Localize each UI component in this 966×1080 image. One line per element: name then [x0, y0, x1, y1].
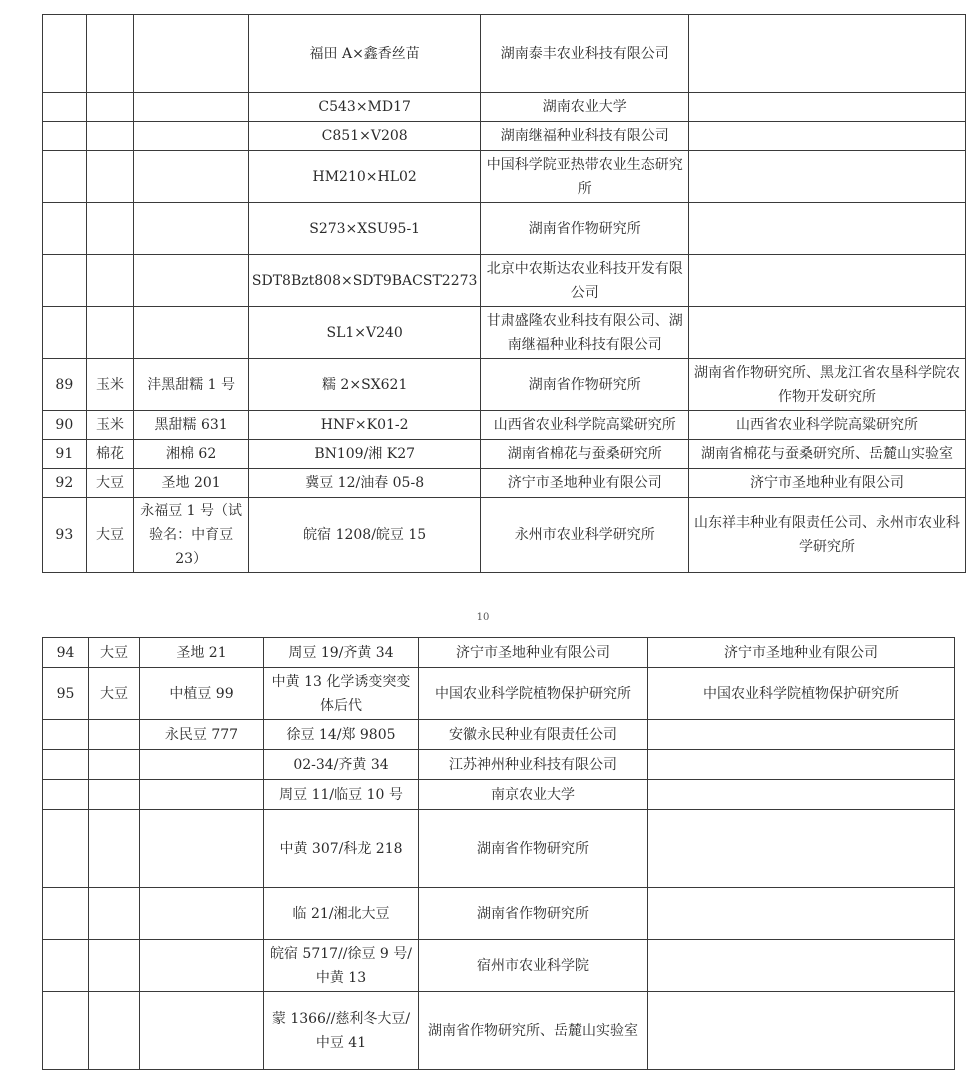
breeder-unit: 山东祥丰种业有限责任公司、永州市农业科学研究所: [689, 498, 966, 573]
applicant-unit: 永州市农业科学研究所: [481, 498, 689, 573]
table-row: [43, 359, 966, 411]
table-row: [43, 992, 955, 1070]
breeder-unit: [689, 203, 966, 255]
parent-combination: 蒙 1366//慈利冬大豆/中豆 41: [264, 992, 419, 1070]
variety-name: [134, 151, 249, 203]
breeder-unit: [648, 992, 955, 1070]
parent-combination: 临 21/湘北大豆: [264, 888, 419, 940]
variety-name: [140, 992, 264, 1070]
variety-name: [134, 122, 249, 151]
applicant-unit: 湖南农业大学: [481, 93, 689, 122]
parent-combination: HNF×K01-2: [248, 411, 481, 440]
variety-name: [134, 15, 249, 93]
variety-name: [140, 888, 264, 940]
applicant-unit: 济宁市圣地种业有限公司: [419, 638, 648, 668]
breeder-unit: [689, 15, 966, 93]
row-number: [43, 122, 87, 151]
variety-name: 圣地 21: [140, 638, 264, 668]
variety-name: 永福豆 1 号（试验名：中育豆 23）: [134, 498, 249, 573]
row-number: [43, 203, 87, 255]
row-number: 93: [43, 498, 87, 573]
row-number: [43, 151, 87, 203]
table-row: [43, 750, 955, 780]
row-number: 94: [43, 638, 89, 668]
row-number: 91: [43, 440, 87, 469]
crop-type: [89, 780, 140, 810]
parent-combination: HM210×HL02: [248, 151, 481, 203]
crop-type: [86, 15, 134, 93]
table-row: [43, 638, 955, 668]
variety-name: 中植豆 99: [140, 668, 264, 720]
parent-combination: 冀豆 12/油春 05-8: [248, 469, 481, 498]
applicant-unit: 湖南省棉花与蚕桑研究所: [481, 440, 689, 469]
row-number: [43, 15, 87, 93]
breeder-unit: 山西省农业科学院高粱研究所: [689, 411, 966, 440]
parent-combination: 皖宿 5717//徐豆 9 号/中黄 13: [264, 940, 419, 992]
table-row: [43, 780, 955, 810]
parent-combination: 周豆 11/临豆 10 号: [264, 780, 419, 810]
parent-combination: 福田 A×鑫香丝苗: [248, 15, 481, 93]
breeder-unit: [689, 151, 966, 203]
variety-name: [134, 307, 249, 359]
table-row: [43, 720, 955, 750]
table-row: [43, 255, 966, 307]
table-row: [43, 498, 966, 573]
variety-name: 沣黑甜糯 1 号: [134, 359, 249, 411]
table-row: [43, 122, 966, 151]
applicant-unit: 湖南省作物研究所: [481, 359, 689, 411]
parent-combination: 中黄 13 化学诱变突变体后代: [264, 668, 419, 720]
parent-combination: 徐豆 14/郑 9805: [264, 720, 419, 750]
breeder-unit: 济宁市圣地种业有限公司: [689, 469, 966, 498]
applicant-unit: 湖南省作物研究所: [481, 203, 689, 255]
variety-name: [134, 255, 249, 307]
parent-combination: S273×XSU95-1: [248, 203, 481, 255]
variety-name: [140, 940, 264, 992]
table-row: [43, 888, 955, 940]
row-number: [43, 992, 89, 1070]
breeder-unit: 中国农业科学院植物保护研究所: [648, 668, 955, 720]
variety-name: 黑甜糯 631: [134, 411, 249, 440]
parent-combination: C851×V208: [248, 122, 481, 151]
variety-name: [140, 810, 264, 888]
parent-combination: 中黄 307/科龙 218: [264, 810, 419, 888]
breeder-unit: [648, 780, 955, 810]
table-row: [43, 307, 966, 359]
crop-type: [86, 122, 134, 151]
variety-name: [134, 93, 249, 122]
applicant-unit: 甘肃盛隆农业科技有限公司、湖南继福种业科技有限公司: [481, 307, 689, 359]
crop-type: [89, 992, 140, 1070]
breeder-unit: [689, 255, 966, 307]
applicant-unit: 中国农业科学院植物保护研究所: [419, 668, 648, 720]
applicant-unit: 湖南泰丰农业科技有限公司: [481, 15, 689, 93]
crop-type: 玉米: [86, 359, 134, 411]
breeder-unit: [689, 122, 966, 151]
table-row: [43, 15, 966, 93]
variety-name: 圣地 201: [134, 469, 249, 498]
crop-type: 大豆: [86, 498, 134, 573]
parent-combination: BN109/湘 K27: [248, 440, 481, 469]
crop-type: 大豆: [89, 668, 140, 720]
breeder-unit: 济宁市圣地种业有限公司: [648, 638, 955, 668]
table-row: [43, 668, 955, 720]
row-number: [43, 255, 87, 307]
breeder-unit: 湖南省棉花与蚕桑研究所、岳麓山实验室: [689, 440, 966, 469]
table-row: [43, 810, 955, 888]
parent-combination: 02-34/齐黄 34: [264, 750, 419, 780]
row-number: [43, 888, 89, 940]
crop-type: [89, 720, 140, 750]
applicant-unit: 湖南省作物研究所: [419, 810, 648, 888]
parent-combination: SL1×V240: [248, 307, 481, 359]
applicant-unit: 山西省农业科学院高粱研究所: [481, 411, 689, 440]
crop-type: [86, 307, 134, 359]
variety-name: [140, 750, 264, 780]
crop-type: [86, 203, 134, 255]
crop-type: 大豆: [86, 469, 134, 498]
parent-combination: C543×MD17: [248, 93, 481, 122]
row-number: 89: [43, 359, 87, 411]
row-number: 92: [43, 469, 87, 498]
applicant-unit: 宿州市农业科学院: [419, 940, 648, 992]
applicant-unit: 安徽永民种业有限责任公司: [419, 720, 648, 750]
page-number: 10: [476, 612, 490, 623]
variety-name: 湘棉 62: [134, 440, 249, 469]
row-number: [43, 780, 89, 810]
breeder-unit: [648, 720, 955, 750]
parent-combination: SDT8Bzt808×SDT9BACST2273: [248, 255, 481, 307]
breeder-unit: [689, 307, 966, 359]
breeder-unit: 湖南省作物研究所、黑龙江省农垦科学院农作物开发研究所: [689, 359, 966, 411]
row-number: [43, 940, 89, 992]
table-row: [43, 93, 966, 122]
applicant-unit: 南京农业大学: [419, 780, 648, 810]
crop-type: 棉花: [86, 440, 134, 469]
applicant-unit: 中国科学院亚热带农业生态研究所: [481, 151, 689, 203]
crop-type: 大豆: [89, 638, 140, 668]
crop-type: [89, 750, 140, 780]
row-number: 90: [43, 411, 87, 440]
applicant-unit: 济宁市圣地种业有限公司: [481, 469, 689, 498]
table-row: [43, 440, 966, 469]
applicant-unit: 北京中农斯达农业科技开发有限公司: [481, 255, 689, 307]
parent-combination: 皖宿 1208/皖豆 15: [248, 498, 481, 573]
crop-type: 玉米: [86, 411, 134, 440]
table-row: [43, 469, 966, 498]
table-row: [43, 411, 966, 440]
applicant-unit: 湖南继福种业科技有限公司: [481, 122, 689, 151]
row-number: [43, 307, 87, 359]
variety-name: [134, 203, 249, 255]
row-number: [43, 810, 89, 888]
table-row: [43, 203, 966, 255]
crop-type: [89, 888, 140, 940]
applicant-unit: 湖南省作物研究所、岳麓山实验室: [419, 992, 648, 1070]
crop-type: [89, 940, 140, 992]
breeder-unit: [648, 810, 955, 888]
breeder-unit: [648, 888, 955, 940]
parent-combination: 周豆 19/齐黄 34: [264, 638, 419, 668]
crop-type: [86, 151, 134, 203]
row-number: 95: [43, 668, 89, 720]
variety-name: 永民豆 777: [140, 720, 264, 750]
breeder-unit: [648, 750, 955, 780]
applicant-unit: 湖南省作物研究所: [419, 888, 648, 940]
table-row: [43, 151, 966, 203]
variety-table-bottom: [42, 637, 955, 1070]
row-number: [43, 750, 89, 780]
row-number: [43, 720, 89, 750]
breeder-unit: [689, 93, 966, 122]
row-number: [43, 93, 87, 122]
crop-type: [86, 255, 134, 307]
variety-name: [140, 780, 264, 810]
table-row: [43, 940, 955, 992]
breeder-unit: [648, 940, 955, 992]
variety-table-top: [42, 14, 966, 573]
crop-type: [86, 93, 134, 122]
applicant-unit: 江苏神州种业科技有限公司: [419, 750, 648, 780]
parent-combination: 糯 2×SX621: [248, 359, 481, 411]
crop-type: [89, 810, 140, 888]
